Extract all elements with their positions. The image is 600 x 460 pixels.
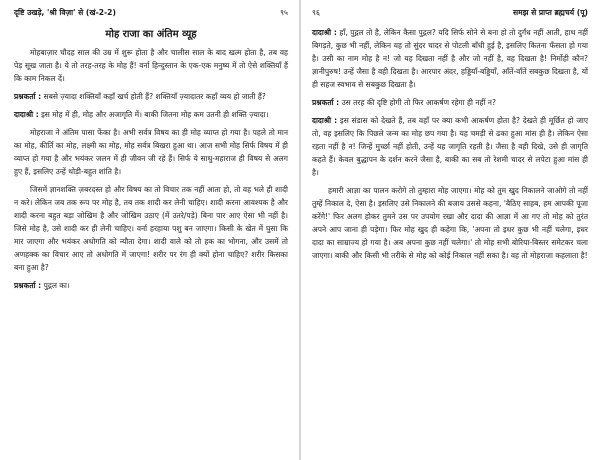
paragraph-text: हाँ, पुद्गल तो है, लेकिन कैसा पुद्गल? यदि सिर्फ सोने से बना हो तो दुर्गंध नहीं आती, हाथ नहीं बिगड़ते, कुछ भी नहीं, लेकिन यह तो सुंदर चादर से पोटली बाँधी हुई है, इसलिए कितना फँसता हो गया है। उसी का नाम मोह है न! जो यह दिखता नहीं है और जो नहीं है, वह दिखता है! निर्मोही कौन? ज्ञानीपुरुष! उन्हें जैसा है वही दिखता है। आरपार अंदर, हड्डियाँ-बड्डियाँ, आँतें-वाँतें सबकुछ दिखता है, यों ही सहज स्वभाव से सबकुछ दिखता है। — [312, 28, 588, 89]
paragraph-text: मोहबाज़ार चौदह साल की उम्र में शुरू होता है और चालीस साल के बाद खत्म होता है, तब वह पेड़ सूख जाता है। ये तो तरह-तरह के मोह हैं! वर्ना हिन्दुस्तान के एक-एक मनुष्य में तो ऐसे शक्तियाँ हैं कि काम निकल दें। — [14, 48, 288, 83]
question-paragraph — [14, 90, 288, 103]
paragraph-text: उस तरह की दृष्टि होगी तो फिर आकर्षण रहेगा ही नहीं न? — [341, 98, 496, 107]
answer-paragraph — [312, 114, 588, 179]
speaker-label: दादाश्री : — [312, 116, 338, 125]
paragraph — [14, 183, 288, 274]
speaker-label: दादाश्री : — [312, 28, 337, 37]
right-page — [300, 0, 600, 460]
right-running-head — [312, 6, 588, 20]
left-page-number: ९५ — [280, 8, 288, 17]
question-paragraph — [312, 96, 588, 109]
right-running-title: समझ से प्राप्त ब्रह्मचर्य (पू) — [513, 8, 588, 17]
left-running-head — [14, 6, 288, 20]
speaker-label: प्रश्नकर्ता : — [14, 92, 42, 101]
speaker-label: प्रश्नकर्ता : — [14, 281, 42, 290]
paragraph-text: जिसमें ज्ञानशक्ति ज़बरदस्त हो और विषय का तो विचार तक नहीं आता हो, तो वह भले ही शादी न करे। लेकिन जब तक रूप पर मोह है, तब तक शादी कर लेनी चाहिए। शादी करना आवश्यक है और शादी करना बहुत बड़ा जोखिम है और जोखिम उठाए (में उतरे/पड़े) बिना पार आए ऐसा भी नहीं है। जिसे मोह है, उसे शादी कर ही लेनी चाहिए। वर्ना हरहाया पशु बन जाएगा। किसी के खेत में घुसा कि मार जाएगा और भयंकर अधोगति को न्यौता देगा। शादी वाले को तो हक का भोगना, और उसमें तो अणहक्क का विचार आए तो अधोगति में जाएगा! शरीर पर रंग ही क्यों होना चाहिए? शरीर किसका बना हुआ है? — [14, 185, 288, 272]
speaker-label: प्रश्नकर्ता : — [312, 98, 340, 107]
paragraph-text: सबसे ज़्यादा शक्तियाँ कहाँ खर्च होती हैं? शक्तियाँ ज़्यादातर कहाँ व्यय हो जाती हैं? — [43, 92, 266, 101]
left-running-title: दृष्टि उखड़े, 'श्री विज़ा' से (खं-2-2) — [14, 8, 116, 17]
right-page-number: ९६ — [312, 8, 320, 17]
answer-paragraph — [14, 108, 288, 121]
answer-paragraph — [312, 26, 588, 91]
paragraph-text: इस मोह में ही, मोह और अजागृति में। बाकी जितना मोह कम उतनी ही शक्ति ज़्यादा। — [41, 110, 269, 119]
question-paragraph — [14, 279, 288, 292]
paragraph — [312, 184, 588, 262]
paragraph-text: पुद्गल का। — [43, 281, 70, 290]
paragraph-text: इस संडास को देखते हैं, तब वहाँ पर क्या कभी आकर्षण होता है? देखते ही मूर्छित हो जाए तो, वह इसलिए कि पिछले जन्म का मोह छप गया है। यह चमड़ी से ढका हुआ मांस ही है। लेकिन ऐसा रहता नहीं है न! जिन्हें मुर्च्छा नहीं होती, उन्हें यह जागृति रहती है। जैसा है वही दिखे, उसे ही जागृति कहते हैं। केवल बुद्धापन के दर्शन करने जैसा है, बाकी का सब तो रेशमी चादर से लपेटा हुआ मांस ही है। — [312, 116, 588, 177]
chapter-title: मोह राजा का अंतिम व्यूह — [105, 29, 197, 40]
paragraph-text: हमारी आज्ञा का पालन करोगे तो तुम्हारा मोह जाएगा। मोह को तुम खुद निकालने जाओगे तो नहीं तुम्हें निकाल दे, ऐसा है। इसलिए उसे निकालने की बजाय उससे कहना, 'बैठिए साहब, हम आपकी पूजा करेंगे!' फिर अलग होकर तुमने उस पर उपयोग रखा और दादा की आज्ञा में आ गए तो मोह को तुरंत अपने आप जाना ही पड़ेगा। फिर मोह खुद ही कहेगा कि, 'अपना तो इधर कुछ भी नहीं चलेगा, इधर दादा का साम्राज्य हो गया है। अब अपना कुछ नहीं चलेगा।' तो मोह सभी बोरिया-बिस्तर समेटकर चला जाएगा। बाकी और किसी भी तरीके से मोह को कोई निकाल नहीं सका है। वह तो मोहराजा कहलाता है! — [312, 186, 588, 260]
speaker-label: दादाश्री : — [14, 110, 39, 119]
paragraph — [14, 46, 288, 85]
paragraph-text: मोहराजा ने अंतिम पासा फेंका है। अभी सर्वत्र विषय का ही मोह व्याप्त हो गया है। पहले तो मान का मोह, कीर्ति का मोह, लक्ष्मी का मोह, मोह सर्वत्र बिखरा हुआ था। आज सभी मोह सिर्फ विषय में ही व्याप्त हो गया है और भयंकर जलन में ही जीवन जी रहे हैं। सिर्फ ये साधु-महाराज ही विषय से अलग हुए हैं, इसलिए उन्हें थोड़ी-बहुत शांति है। — [14, 128, 288, 176]
paragraph — [14, 126, 288, 178]
